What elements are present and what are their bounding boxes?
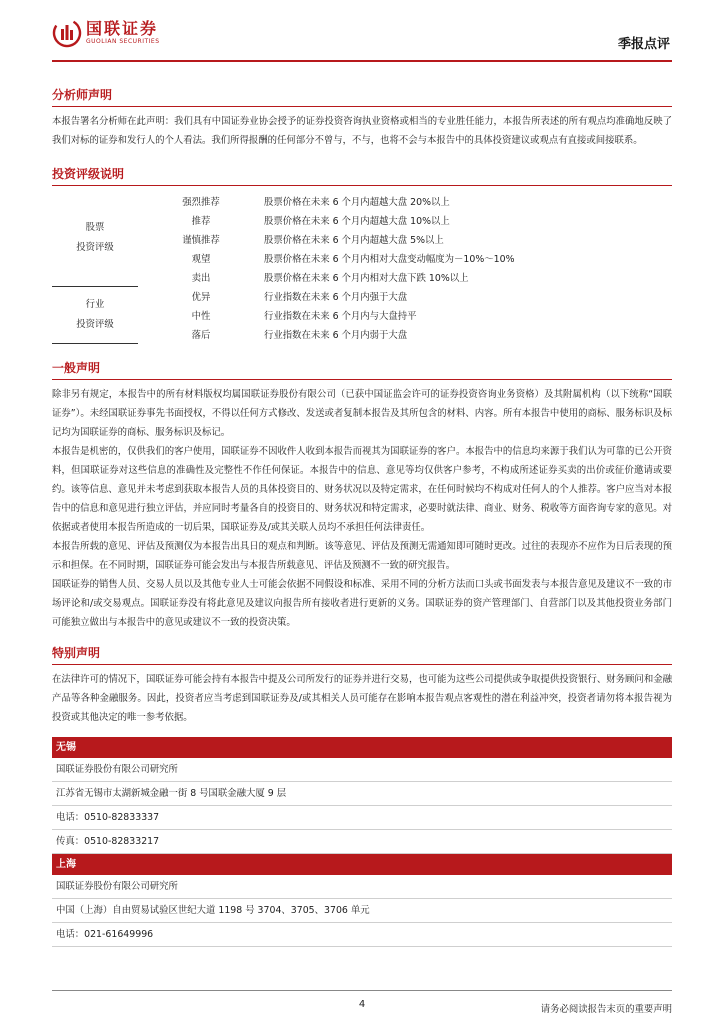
table-row (52, 248, 672, 267)
rating-level: 落后 (191, 329, 211, 341)
table-row (52, 286, 672, 305)
rating-description: 股票价格在未来 6 个月内相对大盘下跌 10%以上 (264, 272, 469, 284)
logo-english-name: GUOLIAN SECURITIES (86, 38, 160, 45)
logo-chinese-name: 国联证券 (86, 19, 159, 38)
page-footer (52, 990, 672, 1024)
rating-description: 行业指数在未来 6 个月内与大盘持平 (264, 310, 417, 322)
rating-level: 谨慎推荐 (182, 234, 220, 246)
general-statement-paragraph: 国联证券的销售人员、交易人员以及其他专业人士可能会依据不同假设和标准、采用不同的分析方法而口头或书面发表与本报告意见及建议不一致的市场评论和/或交易观点。国联证券没有将此意见及建议向报告所有接收者进行更新的义务。国联证券的资产管理部门、自营部门以及其他投资业务部门可能独立做出与本报告中的意见或建议不一致的投资决策。 (52, 578, 672, 628)
analyst-statement-text: 本报告署名分析师在此声明：我们具有中国证券业协会授予的证券投资咨询执业资格或相当的专业胜任能力，本报告所表述的所有观点均准确地反映了我们对标的证券和发行人的个人看法。我们所得报酬的任何部分不曾与，不与，也将不会与本报告中的具体投资建议或观点有直接或间接联系。 (52, 116, 672, 146)
report-type-label: 季报点评 (617, 37, 670, 52)
table-row (52, 305, 672, 324)
city-header-wuxi: 无锡 (52, 737, 672, 758)
rating-level: 中性 (191, 310, 211, 322)
table-row (52, 229, 672, 248)
header-divider (52, 60, 672, 62)
stock-category-label: 股票 (85, 222, 105, 234)
contact-address: 中国（上海）自由贸易试验区世纪大道 1198 号 3704、3705、3706 单元 (52, 899, 672, 923)
table-row (52, 267, 672, 286)
industry-category-sublabel: 投资评级 (76, 318, 114, 330)
rating-description: 股票价格在未来 6 个月内超越大盘 5%以上 (264, 234, 444, 246)
contact-phone: 电话：0510-82833337 (52, 806, 672, 830)
rating-level: 卖出 (191, 272, 211, 284)
industry-category-label: 行业 (85, 298, 105, 310)
table-row (52, 210, 672, 229)
rating-table (52, 191, 672, 344)
stock-rating-category (52, 191, 138, 286)
general-statement-title: 一般声明 (52, 359, 672, 380)
rating-description: 股票价格在未来 6 个月内超越大盘 20%以上 (264, 196, 450, 208)
contact-wuxi (52, 737, 672, 854)
city-header-shanghai: 上海 (52, 854, 672, 875)
contact-company: 国联证券股份有限公司研究所 (52, 758, 672, 782)
rating-explanation-title: 投资评级说明 (52, 165, 672, 186)
contact-company: 国联证券股份有限公司研究所 (52, 875, 672, 899)
rating-level: 优异 (191, 291, 211, 303)
analyst-statement-title: 分析师声明 (52, 86, 672, 107)
rating-level: 强烈推荐 (182, 196, 220, 208)
general-statement-paragraph: 本报告所载的意见、评估及预测仅为本报告出具日的观点和判断。该等意见、评估及预测无需通知即可随时更改。过往的表现亦不应作为日后表现的预示和担保。在不同时期，国联证券可能会发出与本报告所载意见、评估及预测不一致的研究报告。 (52, 540, 672, 571)
logo-emblem-icon (52, 18, 82, 48)
rating-level: 推荐 (191, 215, 211, 227)
rating-level: 观望 (191, 253, 211, 265)
table-row (52, 191, 672, 210)
rating-description: 股票价格在未来 6 个月内相对大盘变动幅度为－10%～10% (264, 253, 515, 265)
rating-description: 股票价格在未来 6 个月内超越大盘 10%以上 (264, 215, 450, 227)
contact-shanghai (52, 854, 672, 947)
rating-description: 行业指数在未来 6 个月内强于大盘 (264, 291, 408, 303)
footer-disclaimer-note: 请务必阅读报告末页的重要声明 (540, 1004, 672, 1015)
page-number: 4 (358, 999, 366, 1010)
company-logo (52, 18, 160, 48)
special-statement-text: 在法律许可的情况下，国联证券可能会持有本报告中提及公司所发行的证券并进行交易，也可能为这些公司提供或争取提供投资银行、财务顾问和金融产品等各种金融服务。因此，投资者应当考虑到国联证券及/或其相关人员可能存在影响本报告观点客观性的潜在利益冲突，投资者请勿将本报告视为投资或其他决定的唯一参考依据。 (52, 673, 672, 723)
general-statement-paragraph: 本报告是机密的，仅供我们的客户使用，国联证券不因收件人收到本报告而视其为国联证券的客户。本报告中的信息均来源于我们认为可靠的已公开资料，但国联证券对这些信息的准确性及完整性不作任何保证。本报告中的信息、意见等均仅供客户参考，不构成所述证券买卖的出价或征价邀请或要约。该等信息、意见并未考虑到获取本报告人员的具体投资目的、财务状况以及特定需求，在任何时候均不构成对任何人的个人推荐。客户应当对本报告中的信息和意见进行独立评估，并应同时考量各自的投资目的、财务状况和特定需求，必要时就法律、商业、财务、税收等方面咨询专家的意见。对依据或者使用本报告所造成的一切后果，国联证券及/或其关联人员均不承担任何法律责任。 (52, 445, 672, 533)
contact-phone: 电话：021-61649996 (52, 923, 672, 947)
industry-rating-category (52, 286, 138, 343)
rating-description: 行业指数在未来 6 个月内弱于大盘 (264, 329, 408, 341)
table-row (52, 324, 672, 343)
main-content (52, 86, 672, 947)
stock-category-sublabel: 投资评级 (76, 242, 114, 254)
contact-fax: 传真：0510-82833217 (52, 830, 672, 854)
contact-address: 江苏省无锡市太湖新城金融一街 8 号国联金融大厦 9 层 (52, 782, 672, 806)
page-header (0, 0, 724, 62)
general-statement-paragraph: 除非另有规定，本报告中的所有材料版权均属国联证券股份有限公司（已获中国证监会许可的证券投资咨询业务资格）及其附属机构（以下统称“国联证券”）。未经国联证券事先书面授权，不得以任何方式修改、发送或者复制本报告及其所包含的材料、内容。所有本报告中使用的商标、服务标识及标记均为国联证券的商标、服务标识及标记。 (52, 388, 672, 438)
special-statement-title: 特别声明 (52, 644, 672, 665)
